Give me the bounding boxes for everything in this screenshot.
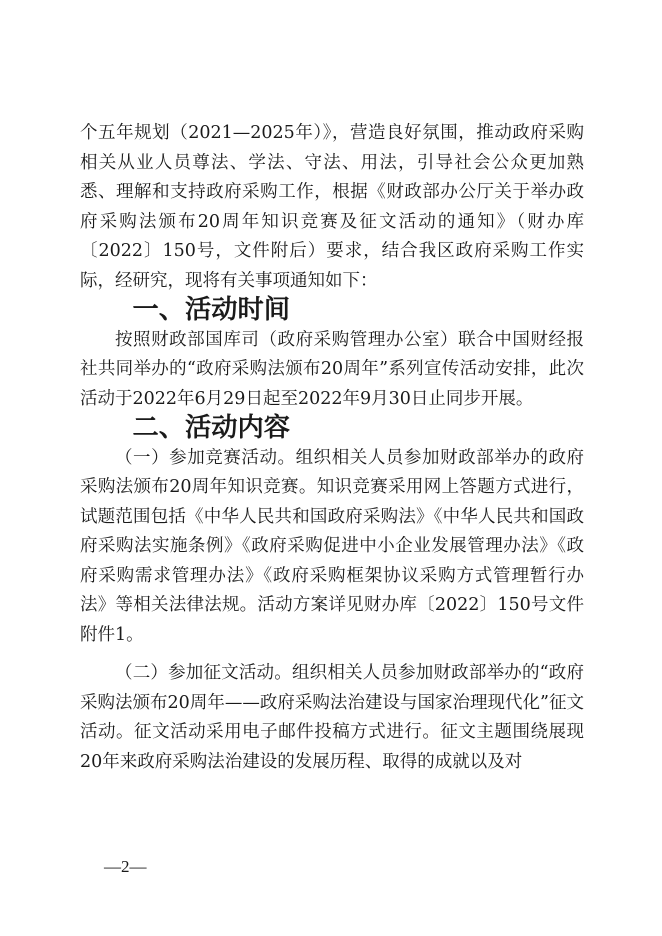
intro-paragraph: 个五年规划（2021—2025年）》，营造良好氛围，推动政府采购相关从业人员尊法、学法、守法、用法，引导社会公众更加熟悉、理解和支持政府采购工作，根据《财政部办公厅关于举办政府采购法颁布20周年知识竞赛及征文活动的通知》（财办库〔2022〕150号，文件附后）要求，结合我区政府采购工作实际，经研究，现将有关事项通知如下： (80, 123, 584, 291)
page-number: —2— (104, 857, 147, 876)
section-heading-activity-time: 一、活动时间 (132, 295, 290, 325)
document-body (80, 119, 584, 777)
activity-time-paragraph: 按照财政部国库司（政府采购管理办公室）联合中国财经报社共同举办的“政府采购法颁布20周年”系列宣传活动安排，此次活动于2022年6月29日起至2022年9月30日止同步开展。 (80, 329, 584, 409)
section-heading-activity-content: 二、活动内容 (132, 413, 290, 443)
competition-paragraph: （一）参加竞赛活动。组织相关人员参加财政部举办的政府采购法颁布20周年知识竞赛。知识竞赛采用网上答题方式进行，试题范围包括《中华人民共和国政府采购法》《中华人民共和国政府采购法实施条例》《政府采购促进中小企业发展管理办法》《政府采购需求管理办法》《政府采购框架协议采购方式管理暂行办法》等相关法律法规。活动方案详见财办库〔2022〕150号文件附件1。 (80, 447, 584, 645)
essay-paragraph: （二）参加征文活动。组织相关人员参加财政部举办的“政府采购法颁布20周年——政府采购法治建设与国家治理现代化”征文活动。征文活动采用电子邮件投稿方式进行。征文主题围绕展现20年来政府采购法治建设的发展历程、取得的成就以及对 (80, 663, 584, 772)
paragraph-gap (80, 650, 584, 659)
